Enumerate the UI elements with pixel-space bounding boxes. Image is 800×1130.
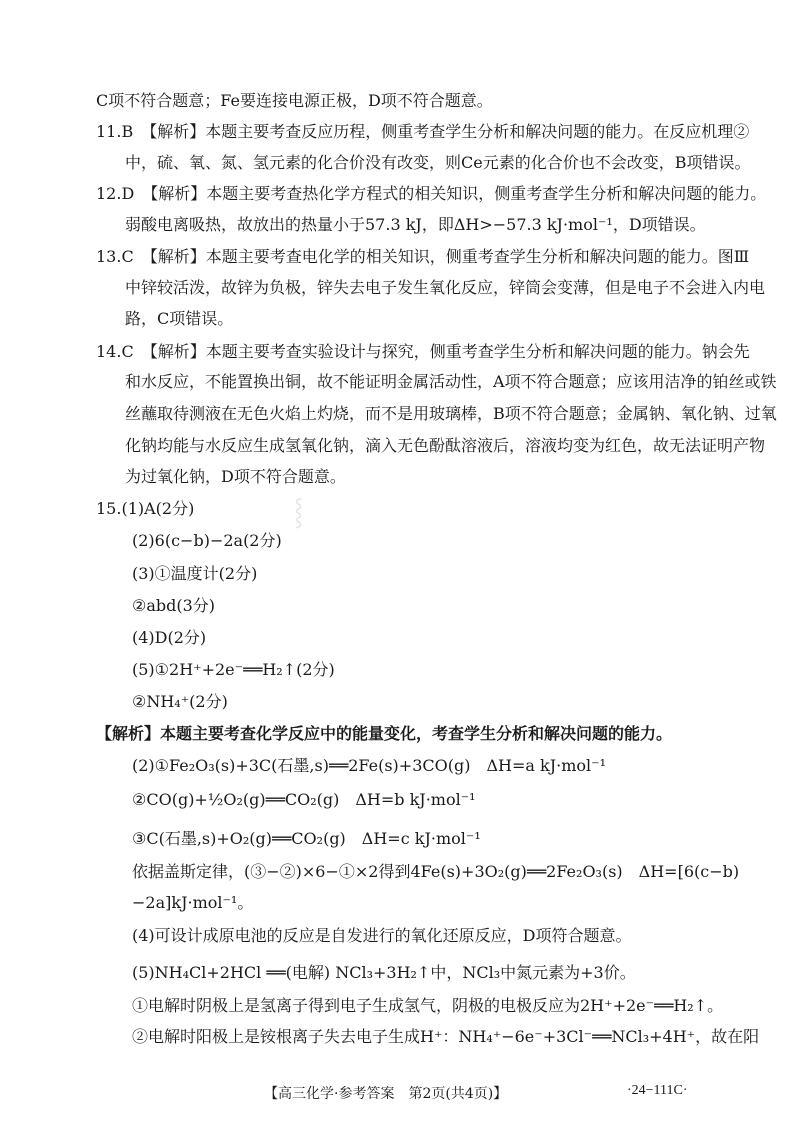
equation-1: (2)①Fe₂O₃(s)+3C(石墨,s)══2Fe(s)+3CO(g) ΔH=a kJ·mol⁻¹ (132, 756, 606, 775)
text-line: 弱酸电离吸热，故放出的热量小于57.3 kJ，即ΔH>−57.3 kJ·mol⁻¹，D项错误。 (125, 215, 706, 234)
text-line: (4)可设计成原电池的反应是自发进行的氧化还原反应，D项符合题意。 (132, 926, 632, 945)
sub-answer: (4)D(2分) (132, 628, 207, 647)
answer-11: 11.B 【解析】本题主要考查反应历程，侧重考查学生分析和解决问题的能力。在反应机理② (96, 122, 750, 141)
sub-answer: (3)①温度计(2分) (132, 564, 258, 583)
watermark-mark: ⸾ (294, 497, 304, 527)
sub-answer: ②NH₄⁺(2分) (132, 692, 228, 711)
text-line: −2a]kJ·mol⁻¹。 (132, 893, 254, 912)
text-line: 为过氧化钠，D项不符合题意。 (125, 467, 346, 486)
text-line: 路，C项错误。 (125, 309, 234, 328)
text-line: 丝蘸取待测液在无色火焰上灼烧，而不是用玻璃棒，B项不符合题意；金属钠、氧化钠、过氧 (125, 404, 777, 423)
sub-answer: ②abd(3分) (132, 596, 216, 615)
text-line: 中，硫、氧、氮、氢元素的化合价没有改变，则Ce元素的化合价也不会改变，B项错误。 (125, 153, 751, 172)
answer-13: 13.C 【解析】本题主要考查电化学的相关知识，侧重考查学生分析和解决问题的能力。图Ⅲ (96, 247, 750, 266)
analysis-heading: 【解析】本题主要考查化学反应中的能量变化，考查学生分析和解决问题的能力。 (96, 724, 673, 743)
text-line: 和水反应，不能置换出铜，故不能证明金属活动性，A项不符合题意；应该用洁净的铂丝或铁 (125, 372, 777, 391)
sub-answer: (2)6(c−b)−2a(2分) (132, 531, 282, 550)
footer-title: 【高三化学·参考答案 第2页(共4页)】 (264, 1086, 508, 1102)
text-line: 化钠均能与水反应生成氢氧化钠，滴入无色酚酞溶液后，溶液均变为红色，故无法证明产物 (125, 436, 766, 455)
answer-14: 14.C 【解析】本题主要考查实验设计与探究，侧重考查学生分析和解决问题的能力。钠会先 (96, 342, 750, 361)
sub-answer: (5)①2H⁺+2e⁻══H₂↑(2分) (132, 660, 335, 679)
text-line: 依据盖斯定律，(③−②)×6−①×2得到4Fe(s)+3O₂(g)══2Fe₂O₃(s) ΔH=[6(c−b) (132, 862, 740, 881)
footer-code: ·24−111C· (627, 1083, 688, 1098)
text-line: (5)NH₄Cl+2HCl ══(电解) NCl₃+3H₂↑中，NCl₃中氮元素为+3价。 (132, 963, 636, 982)
equation-2: ②CO(g)+½O₂(g)══CO₂(g) ΔH=b kJ·mol⁻¹ (132, 790, 476, 809)
text-line: ①电解时阴极上是氢离子得到电子生成氢气，阴极的电极反应为2H⁺+2e⁻══H₂↑。 (132, 996, 724, 1015)
answer-15: 15.(1)A(2分) (96, 499, 195, 518)
answer-12: 12.D 【解析】本题主要考查热化学方程式的相关知识，侧重考查学生分析和解决问题的能力。 (96, 184, 767, 203)
text-line: ②电解时阳极上是铵根离子失去电子生成H⁺：NH₄⁺−6e⁻+3Cl⁻══NCl₃+4H⁺，故在阳 (132, 1027, 760, 1046)
text-line: 中锌较活泼，故锌为负极，锌失去电子发生氧化反应，锌筒会变薄，但是电子不会进入内电 (125, 278, 766, 297)
text-line: C项不符合题意；Fe要连接电源正极，D项不符合题意。 (96, 91, 493, 110)
equation-3: ③C(石墨,s)+O₂(g)══CO₂(g) ΔH=c kJ·mol⁻¹ (132, 829, 481, 848)
